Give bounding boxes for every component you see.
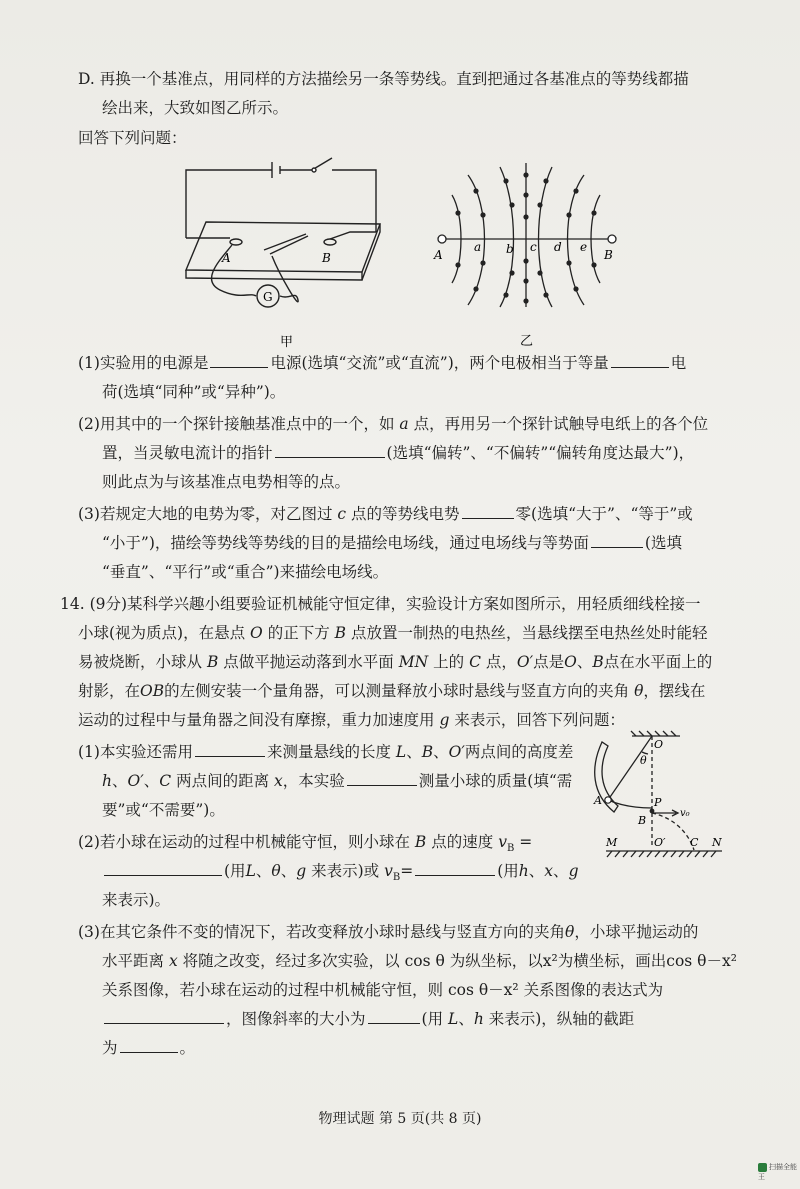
figure-yi-equipotentials: [428, 155, 628, 350]
yi-label-d: d: [554, 240, 562, 254]
q14-part3-line2: 水平距离 x 将随之改变，经过多次实验，以 cos θ 为纵坐标，以x²为横坐标，画出cos θ－x²: [102, 952, 737, 970]
yi-label-b: b: [506, 242, 514, 256]
answer-prompt: 回答下列问题：: [78, 129, 187, 147]
answer-blank[interactable]: [195, 742, 265, 757]
q14-part1-line1: (1)本实验还需用 来测量悬线的长度 L、B、O′两点间的高度差: [78, 743, 574, 761]
pendulum-label-v0: v₀: [680, 808, 690, 819]
answer-blank[interactable]: [611, 353, 669, 368]
q14-part1-line2: h、O′、C 两点间的距离 x，本实验 测量小球的质量(填“需: [102, 772, 573, 790]
q13-part3-line2: “小于”)，描绘等势线等势线的目的是描绘电场线，通过电场线与等势面 (选填: [102, 534, 682, 552]
q14-part3-line5: 为 。: [102, 1039, 196, 1057]
q14-part1-line3: 要”或“不需要”)。: [102, 801, 225, 819]
answer-blank[interactable]: [210, 353, 268, 368]
q14-part2-line1: (2)若小球在运动的过程中机械能守恒，则小球在 B 点的速度 $v_B$ =: [78, 833, 533, 855]
q13-part1-line2: 荷(选填“同种”或“异种”)。: [102, 383, 286, 401]
yi-caption: 乙: [520, 334, 534, 349]
page-footer: 物理试题 第 5 页(共 8 页): [318, 1111, 482, 1127]
q14-part3-line1: (3)在其它条件不变的情况下，若改变释放小球时悬线与竖直方向的夹角θ，小球平抛运动的: [78, 923, 699, 941]
q14-part3-line3: 关系图像，若小球在运动的过程中机械能守恒，则 cos θ－x² 关系图像的表达式为: [102, 981, 664, 999]
q13-part1-line1: (1)实验用的电源是 电源(选填“交流”或“直流”)，两个电极相当于等量 电: [78, 354, 687, 372]
pendulum-label-m: M: [606, 836, 618, 849]
q14-intro-line3: 易被烧断，小球从 B 点做平抛运动落到水平面 MN 上的 C 点，O′点是O、B点在水平面上的: [78, 653, 713, 671]
yi-label-c: c: [530, 240, 537, 254]
yi-label-a: a: [474, 240, 482, 254]
pendulum-label-c: C: [690, 836, 699, 849]
q14-intro-line1: 14. (9分)某科学兴趣小组要验证机械能守恒定律，实验设计方案如图所示，用轻质细线栓接一: [60, 595, 701, 613]
q14-part3-line4: ，图像斜率的大小为 (用 L、h 来表示)，纵轴的截距: [102, 1008, 782, 1030]
yi-label-e: e: [580, 240, 588, 254]
yi-label-b-pole: B: [604, 248, 613, 262]
answer-blank[interactable]: [275, 443, 385, 458]
answer-blank[interactable]: [591, 533, 643, 548]
pendulum-label-n: N: [712, 836, 722, 849]
jia-label-a: A: [222, 251, 231, 265]
answer-blank[interactable]: [347, 771, 417, 786]
q13-part3-line1: (3)若规定大地的电势为零，对乙图过 c 点的等势线电势 零(选填“大于”、“等于”或: [78, 505, 693, 523]
q14-intro-line4: 射影，在OB的左侧安装一个量角器，可以测量释放小球时悬线与竖直方向的夹角 θ，摆线在: [78, 682, 706, 700]
pendulum-label-a: A: [594, 794, 602, 807]
pendulum-label-o: O: [654, 738, 664, 751]
figure-pendulum: [592, 728, 742, 868]
scanner-watermark: 扫描全能王: [758, 1163, 797, 1181]
figure-jia-circuit: [180, 150, 400, 350]
answer-blank[interactable]: [104, 1009, 224, 1024]
step-d-line-1: D. 再换一个基准点，用同样的方法描绘另一条等势线。直到把通过各基准点的等势线都描: [78, 70, 689, 88]
q13-part2-line3: 则此点为与该基准点电势相等的点。: [102, 473, 351, 491]
answer-blank[interactable]: [104, 861, 222, 876]
q14-intro-line5: 运动的过程中与量角器之间没有摩擦，重力加速度用 g 来表示，回答下列问题：: [78, 711, 625, 729]
q14-part2-line2: (用L、θ、g 来表示)或 $v_B=$ (用h、x、g: [102, 860, 782, 889]
jia-caption: 甲: [280, 335, 294, 350]
pendulum-label-theta: θ: [640, 754, 647, 767]
answer-blank[interactable]: [462, 504, 514, 519]
jia-label-b: B: [322, 251, 331, 265]
pendulum-label-b: B: [638, 814, 647, 827]
q13-part3-line3: “垂直”、“平行”或“重合”)来描绘电场线。: [102, 563, 389, 581]
pendulum-label-o-prime: O′: [654, 836, 666, 849]
q13-part2-line1: (2)用其中的一个探针接触基准点中的一个，如 a 点，再用另一个探针试触导电纸上的各个位: [78, 415, 709, 433]
q14-intro-line2: 小球(视为质点)，在悬点 O 的正下方 B 点放置一制热的电热丝，当悬线摆至电热丝处时能轻: [78, 624, 708, 642]
scanner-app-icon: [758, 1163, 767, 1172]
jia-label-g: G: [263, 290, 273, 304]
answer-blank[interactable]: [120, 1038, 178, 1053]
q13-part2-line2: 置，当灵敏电流计的指针 (选填“偏转”、“不偏转”“偏转角度达最大”)，: [102, 444, 695, 462]
answer-blank[interactable]: [415, 861, 495, 876]
step-d-line-2: 绘出来，大致如图乙所示。: [102, 99, 289, 117]
answer-blank[interactable]: [368, 1009, 420, 1024]
q14-part2-line3: 来表示)。: [102, 891, 171, 909]
yi-label-a-pole: A: [434, 248, 443, 262]
pendulum-label-p: P: [654, 796, 662, 809]
